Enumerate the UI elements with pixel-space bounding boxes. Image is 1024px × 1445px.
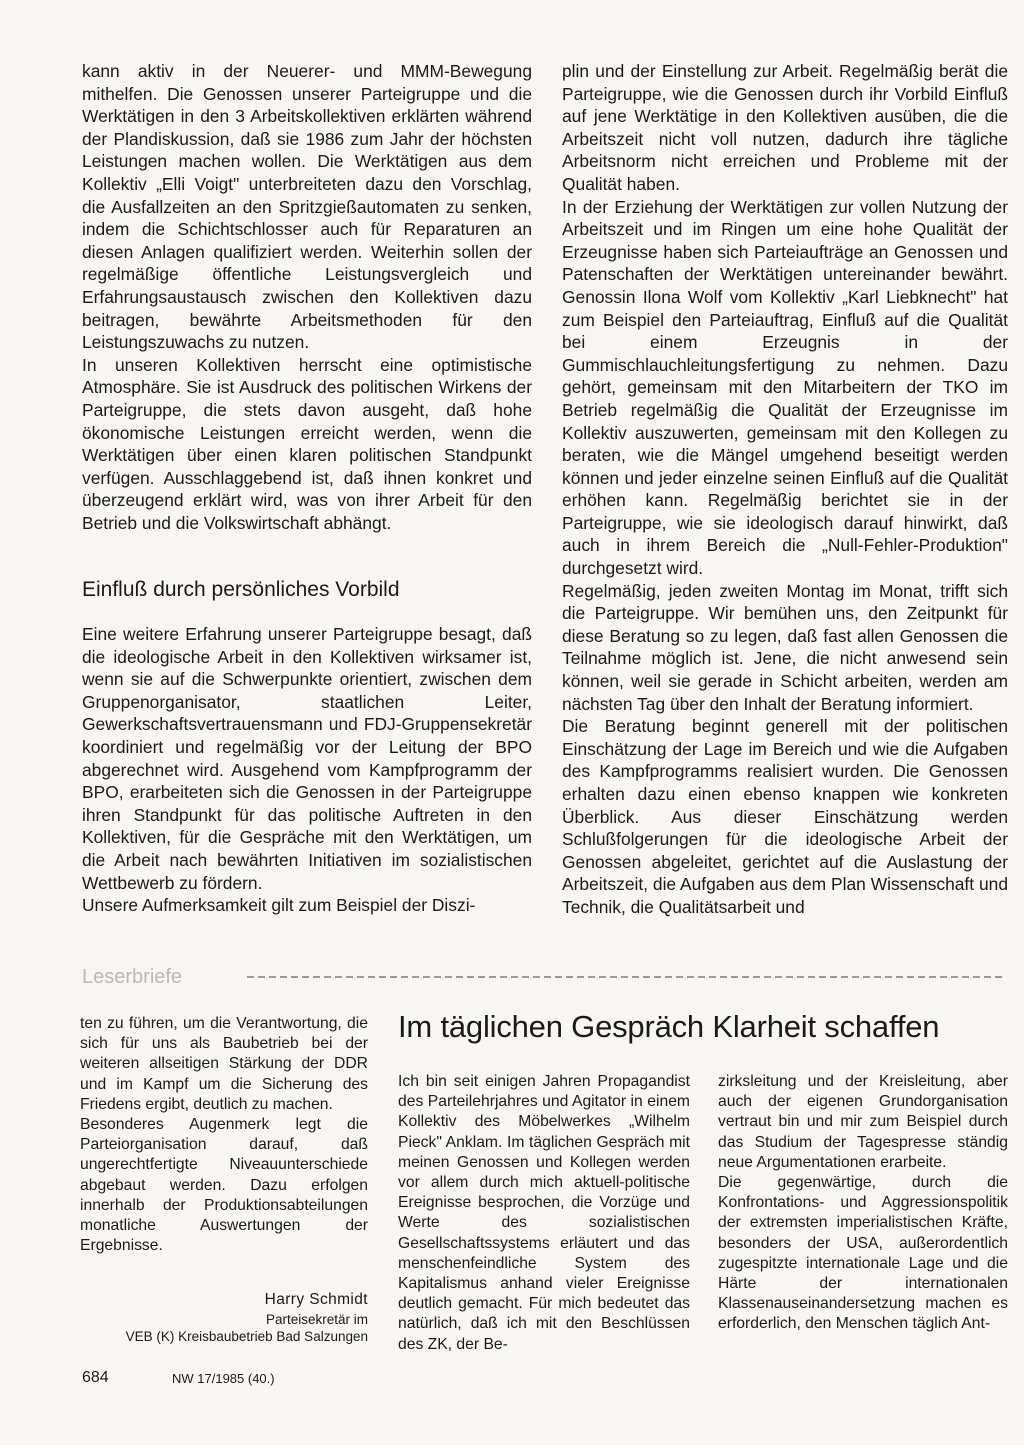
- article-paragraph: plin und der Einstellung zur Arbeit. Regelmäßig berät die Parteigruppe, wie die Genossen durch ihr Vorbild Einfluß auf jene Werktätige in den Kollektiven ausüben, die die Arbeitszeit nicht voll nutzen, dadurch ihre tägliche Arbeitsnorm nicht erreichen und Probleme mit der Qualität haben.: [562, 61, 1008, 194]
- article-paragraph: Unsere Aufmerksamkeit gilt zum Beispiel der Diszi-: [82, 895, 476, 916]
- letter-1-author-role: Parteisekretär im: [265, 1312, 368, 1327]
- article-paragraph: In der Erziehung der Werktätigen zur vollen Nutzung der Arbeitszeit und im Ringen um eine hohe Qualität der Erzeugnisse haben sich Parteiaufträge an Genossen und Patenschaften der Werktätigen untereinander bewährt. Genossin Ilona Wolf vom Kollektiv „Karl Liebknecht" hat zum Beispiel den Parteiauftrag, Einfluß auf die Qualität bei einem Erzeugnis in der Gummischlauchleitungsfertigung zu nehmen. Dazu gehört, gemeinsam mit den Mitarbeitern der TKO im Betrieb regelmäßig die Qualität der Erzeugnisse im Kollektiv auszuwerten, gemeinsam mit den Kollegen zu beraten, wie die Mängel umgehend beseitigt werden können und jeder einzelne seinen Einfluß auf die Qualität erhöhen kann. Regelmäßig berichtet sie in der Parteigruppe, wie sie ideologisch darauf hinwirkt, daß auch in ihrem Bereich die „Null-Fehler-Produktion" durchgesetzt wird.: [562, 196, 1008, 579]
- letter-2-headline: Im täglichen Gespräch Klarheit schaffen: [398, 1009, 940, 1044]
- letter-paragraph: Ich bin seit einigen Jahren Propagandist des Parteilehrjahres und Agitator in einem Kollektiv des Möbelwerkes „Wilhelm Pieck" Anklam. Im täglichen Gespräch mit meinen Genossen und Kollegen werden vor allem durch mich aktuell-politische Ereignisse besprochen, die Vorzüge und Werte des sozialistischen Gesellschaftssystems erläutert und das menschenfeindliche System des Kapitalismus anhand vieler Ereignisse deutlich gemacht. Für mich bedeutet das natürlich, daß ich mit den Beschlüssen des ZK, der Be-: [398, 1073, 690, 1353]
- rubric-label: Leserbriefe: [82, 966, 183, 988]
- issue-reference: NW 17/1985 (40.): [172, 1371, 275, 1386]
- page-number: 684: [82, 1369, 109, 1386]
- letter-1-author-org: VEB (K) Kreisbaubetrieb Bad Salzungen: [125, 1329, 368, 1344]
- rubric-rule: [247, 976, 1004, 978]
- article-paragraph: In unseren Kollektiven herrscht eine optimistische Atmosphäre. Sie ist Ausdruck des politischen Wirkens der Parteigruppe, die stets davon ausgeht, daß hohe ökonomische Leistungen erreicht werden, wenn die Werktätigen über einen klaren politischen Standpunkt verfügen. Ausschlaggebend ist, daß ihnen konkret und überzeugend erklärt wird, was von ihrer Arbeit für den Betrieb und die Volkswirtschaft abhängt.: [82, 354, 532, 533]
- article-column-1: [82, 60, 532, 534]
- article-column-2: [562, 60, 1008, 919]
- letter-2-column-b: [718, 1072, 1008, 1335]
- article-subheading: Einfluß durch persönliches Vorbild: [82, 578, 400, 601]
- letter-1-text: [80, 1014, 368, 1256]
- letter-paragraph: ten zu führen, um die Verantwortung, die sich für uns als Baubetrieb bei der weiteren allseitigen Stärkung der DDR und im Kampf um die Sicherung des Friedens ergibt, deutlich zu machen.: [80, 1015, 368, 1113]
- letter-paragraph: Die gegenwärtige, durch die Konfrontations- und Aggressionspolitik der extremsten imperialistischen Kräfte, besonders der USA, außerordentlich zugespitzte internationale Lage und die Härte der internationalen Klassenauseinandersetzung machen es erforderlich, den Menschen täglich Ant-: [718, 1174, 1008, 1333]
- article-paragraph: kann aktiv in der Neuerer- und MMM-Bewegung mithelfen. Die Genossen unserer Parteigruppe und die Werktätigen in den 3 Arbeitskollektiven erklärten während der Plandiskussion, daß sie 1986 zum Jahr der höchsten Leistungen machen wollen. Die Werktätigen aus dem Kollektiv „Elli Voigt" unterbreiteten dazu den Vorschlag, die Ausfallzeiten an den Spritzgießautomaten zu senken, indem die Schichtschlosser auch für Reparaturen an diesen Anlagen qualifiziert werden. Weiterhin sollen der regelmäßige öffentliche Leistungsvergleich und Erfahrungsaustausch zwischen den Kollektiven dazu beitragen, bewährte Arbeitsmethoden für den Leistungszuwachs zu nutzen.: [82, 61, 532, 353]
- article-column-1b: [82, 623, 532, 917]
- article-paragraph: Eine weitere Erfahrung unserer Parteigruppe besagt, daß die ideologische Arbeit in den Kollektiven wirksamer ist, wenn sie auf die Schwerpunkte orientiert, zwischen dem Gruppenorganisator, staatlichen Leiter, Gewerkschaftsvertrauensmann und FDJ-Gruppensekretär koordiniert und regelmäßig vor der Leitung der BPO abgerechnet wird. Ausgehend vom Kampfprogramm der BPO, erarbeiteten sich die Genossen in der Parteigruppe ihren Standpunkt für das politische Auftreten in den Kollektiven, für die Gespräche mit den Werktätigen, um die Arbeit nach bewährten Initiativen im sozialistischen Wettbewerb zu fördern.: [82, 624, 532, 893]
- letter-paragraph: zirksleitung und der Kreisleitung, aber auch der eigenen Grundorganisation vertraut bin und mir zum Beispiel durch das Studium der Tagespresse ständig neue Argumentationen erarbeite.: [718, 1073, 1008, 1171]
- article-paragraph: Regelmäßig, jeden zweiten Montag im Monat, trifft sich die Parteigruppe. Wir bemühen uns, den Zeitpunkt für diese Beratung so zu legen, daß fast allen Genossen die Teilnahme möglich ist. Jene, die nicht anwesend sein können, weil sie gerade in Schicht arbeiten, werden am nächsten Tag über den Inhalt der Beratung informiert.: [562, 580, 1008, 714]
- letter-2-column-a: [398, 1072, 690, 1355]
- letter-1-author: Harry Schmidt: [264, 1291, 368, 1308]
- letter-paragraph: Besonderes Augenmerk legt die Parteiorganisation darauf, daß ungerechtfertigte Niveauunterschiede abgebaut werden. Dazu erfolgen innerhalb der Produktionsabteilungen monatliche Auswertungen der Ergebnisse.: [80, 1116, 368, 1255]
- article-paragraph: Die Beratung beginnt generell mit der politischen Einschätzung der Lage im Bereich und wie die Aufgaben des Kampfprogramms realisiert wurden. Die Genossen erhalten dazu einen ebenso knappen wie konkreten Überblick. Aus dieser Einschätzung werden Schlußfolgerungen für die ideologische Arbeit der Genossen abgeleitet, gerichtet auf die Auslastung der Arbeitszeit, die Aufgaben aus dem Plan Wissenschaft und Technik, die Qualitätsarbeit und: [562, 716, 1008, 917]
- rubric-divider: [82, 964, 1004, 990]
